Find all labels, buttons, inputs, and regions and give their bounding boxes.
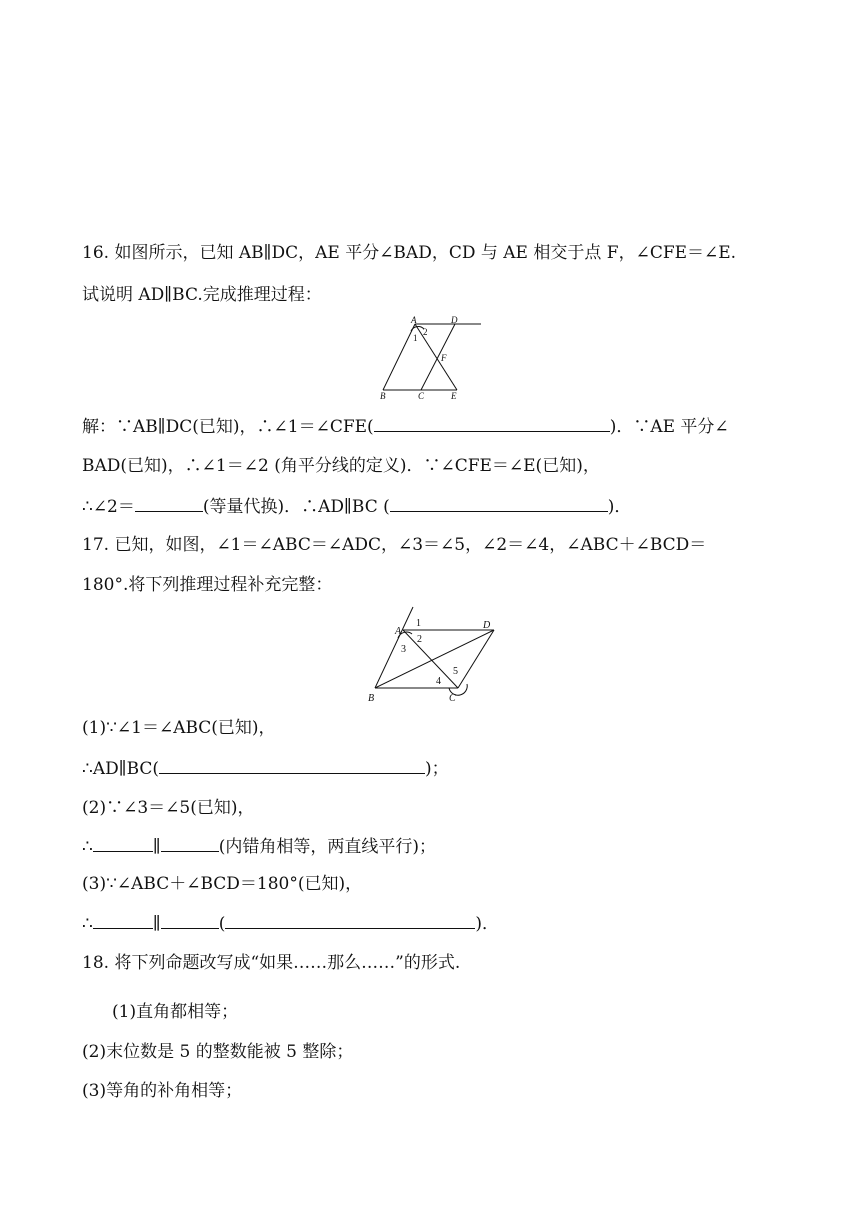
q16-label-C: C [418,391,425,401]
q17-step1: (1)∵∠1＝∠ABC(已知)， [82,718,276,738]
q16-label-E: E [451,391,457,401]
q18-item3: (3)等角的补角相等； [82,1081,243,1101]
q17-label-4: 4 [436,676,441,687]
q17-s4-text-c: (内错角相等，两直线平行)； [218,837,436,857]
q18-line1: 18. 将下列命题改写成“如果……那么……”的形式. [82,953,461,973]
q17-s4-text-a: ∴ [82,837,93,857]
q17-label-C: C [449,693,456,704]
q17-s6-text-b: ∥ [152,914,161,934]
q16-figure [375,314,487,402]
q16-blank-reason2[interactable] [390,494,608,512]
q17-s6-text-a: ∴ [82,914,93,934]
q16-label-B: B [380,391,386,401]
q17-label-1: 1 [416,618,421,629]
q17-step3: (2)∵∠3＝∠5(已知)， [82,798,255,818]
q17-s4-text-b: ∥ [152,837,161,857]
q17-blank-line1[interactable] [93,834,153,852]
q16-sol3-text-b: (等量代换)．∴AD∥BC ( [202,497,390,517]
q17-label-5: 5 [453,666,458,677]
q16-label-F: F [441,353,447,363]
q17-blank-reason1[interactable] [159,756,425,774]
q17-s6-text-d: )． [475,914,499,934]
q17-blank-line4[interactable] [161,911,219,929]
q17-label-3: 3 [401,644,406,655]
q16-solution-line2: BAD(已知)，∴∠1＝∠2 (角平分线的定义)．∵∠CFE＝∠E(已知)， [82,456,600,476]
q17-label-B: B [368,693,375,704]
q17-blank-reason2[interactable] [225,911,475,929]
q17-s6-text-c: ( [218,914,226,934]
q16-line1: 16. 如图所示，已知 AB∥DC，AE 平分∠BAD，CD 与 AE 相交于点 F，∠CFE＝∠E. [82,243,737,263]
q17-label-A: A [395,626,402,637]
q16-blank-reason1[interactable] [374,414,610,432]
q17-step2 [82,756,449,781]
q17-s2-text-b: )； [425,759,449,779]
q17-step6 [82,911,499,936]
q17-s2-text-a: ∴AD∥BC( [82,759,160,779]
q16-label-D: D [451,315,458,325]
q17-step4 [82,834,436,859]
q16-label-A: A [411,315,417,325]
q17-blank-line3[interactable] [93,911,153,929]
q17-line1: 17. 已知，如图，∠1＝∠ABC＝∠ADC，∠3＝∠5，∠2＝∠4，∠ABC＋∠BCD＝ [82,535,707,555]
q16-line2: 试说明 AD∥BC.完成推理过程： [82,285,322,305]
q16-solution-line1 [82,414,729,439]
q16-label-2: 2 [423,327,428,337]
q18-item2: (2)末位数是 5 的整数能被 5 整除； [82,1042,354,1062]
q16-blank-angle[interactable] [135,494,203,512]
q17-label-2: 2 [417,634,422,645]
q18-item1: (1)直角都相等； [112,1002,239,1022]
q17-line2: 180°.将下列推理过程补充完整： [82,575,333,595]
q17-blank-line2[interactable] [161,834,219,852]
q17-step5: (3)∵∠ABC＋∠BCD＝180°(已知)， [82,874,363,894]
q16-sol1-text-a: 解：∵AB∥DC(已知)，∴∠1＝∠CFE( [82,417,374,437]
q17-label-D: D [483,620,491,631]
q17-figure [363,604,503,704]
q16-sol1-text-b: )．∵AE 平分∠ [609,417,729,437]
q16-label-1: 1 [413,333,418,343]
q16-sol3-text-c: )． [607,497,632,517]
q16-solution-line3 [82,494,631,519]
q16-sol3-text-a: ∴∠2＝ [82,497,135,517]
